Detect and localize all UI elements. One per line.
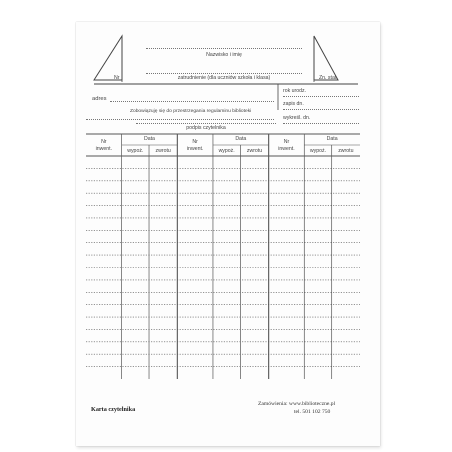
phone-info: tel. 501 102 750 xyxy=(294,409,331,415)
col-inventory-label: inwent. xyxy=(278,146,295,152)
signup-date-label: zapis dn. xyxy=(283,101,304,107)
nr-label: Nr xyxy=(114,75,120,81)
address-label: adres xyxy=(92,96,107,102)
class-label: Zn. stat. xyxy=(319,75,338,81)
employment-label: zatrudnienie (dla uczniów szkoła i klasa) xyxy=(177,75,271,81)
col-inventory-label: inwent. xyxy=(186,146,204,152)
col-nr-label: Nr xyxy=(283,139,290,145)
col-date-label: Data xyxy=(326,136,338,142)
signature-label: podpis czytelnika xyxy=(186,125,226,131)
col-return-label: zwrotu xyxy=(338,148,354,154)
col-nr-label: Nr xyxy=(101,139,107,145)
col-nr-label: Nr xyxy=(192,139,198,145)
pledge-text: Zobowiązuję się do przestrzegania regulaminu biblioteki xyxy=(130,109,252,114)
reader-card xyxy=(76,22,380,446)
col-lend-label: wypoż. xyxy=(127,148,144,154)
col-lend-label: wypoż. xyxy=(218,148,235,154)
card-title: Karta czytelnika xyxy=(91,406,136,413)
col-date-label: Data xyxy=(235,136,247,142)
loan-table-grid xyxy=(76,22,380,382)
col-date-label: Data xyxy=(143,136,155,142)
col-return-label: zwrotu xyxy=(155,148,171,154)
col-return-label: zwrotu xyxy=(246,148,263,154)
removed-date-label: wykreśl. dn. xyxy=(283,115,311,121)
name-label: Nazwisko i imię xyxy=(206,52,242,58)
col-inventory-label: inwent. xyxy=(95,146,113,152)
order-info: Zamówienia: www.biblioteczne.pl xyxy=(258,401,336,407)
birth-year-label: rok urodz. xyxy=(283,88,307,94)
col-lend-label: wypoż. xyxy=(309,148,327,154)
